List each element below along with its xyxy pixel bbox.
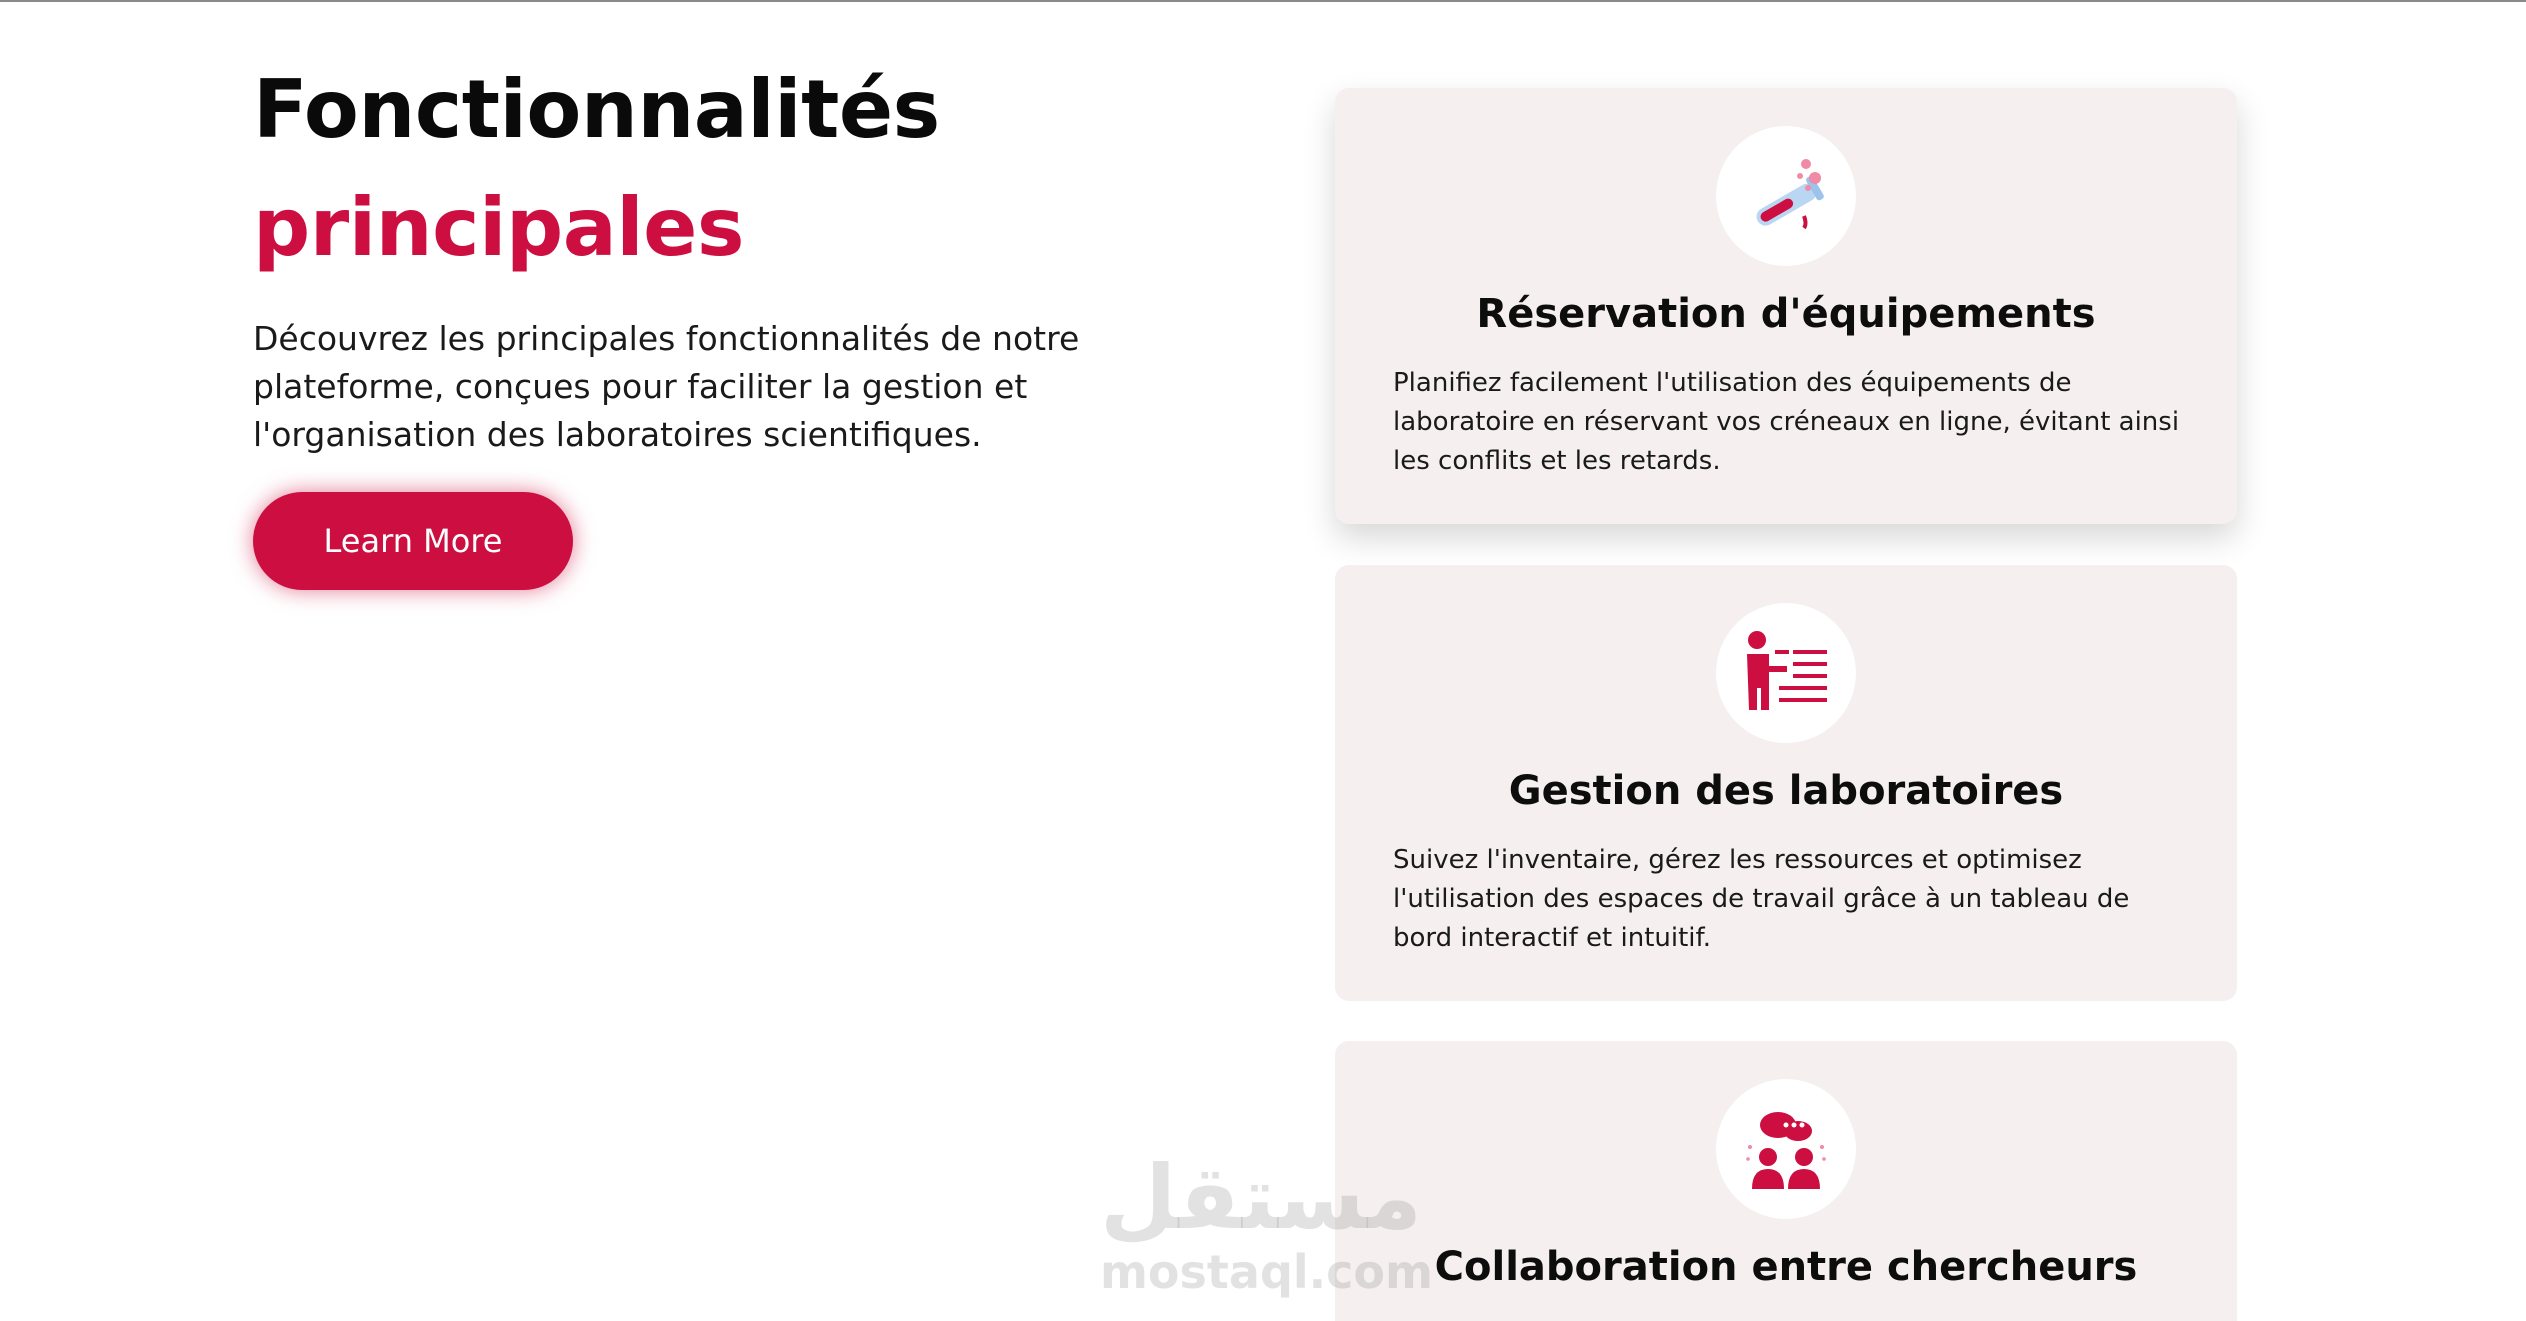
feature-card-text: Planifiez facilement l'utilisation des équipements de laboratoire en réservant vos créneaux en ligne, évitant ainsi les conflits et les retards.: [1393, 368, 2180, 476]
feature-card-reservation: [1335, 88, 2237, 524]
test-tube-icon: [1736, 146, 1836, 246]
hero-section: [253, 55, 1253, 492]
presenter-list-icon: [1741, 628, 1831, 718]
feature-card-collaboration: [1335, 1041, 2237, 1321]
hero-intro: Découvrez les principales fonctionnalités de notre plateforme, conçues pour faciliter la gestion et l'organisation des laboratoires scientifiques.: [253, 319, 1080, 454]
feature-icon-circle: [1716, 1079, 1856, 1219]
feature-card-lab-management: [1335, 565, 2237, 1001]
learn-more-button[interactable]: Learn More: [253, 492, 573, 590]
feature-card-text: Suivez l'inventaire, gérez les ressources et optimisez l'utilisation des espaces de travail grâce à un tableau de bord interactif et intuitif.: [1393, 845, 2130, 953]
feature-card-title: Gestion des laboratoires: [1508, 768, 2064, 814]
feature-icon-circle: [1716, 603, 1856, 743]
hero-title-line2: principales: [253, 181, 744, 274]
watermark-latin: mostaql.com: [1100, 1245, 1433, 1299]
feature-icon-circle: [1716, 126, 1856, 266]
feature-card-title: Réservation d'équipements: [1476, 291, 2096, 337]
top-divider: [0, 0, 2526, 2]
hero-title-line1: Fonctionnalités: [253, 63, 940, 156]
watermark-arabic: مستقل: [1100, 1146, 1422, 1249]
feature-card-title: Collaboration entre chercheurs: [1434, 1244, 2138, 1290]
watermark: [1100, 1146, 1433, 1299]
people-discussion-icon: [1738, 1101, 1834, 1197]
